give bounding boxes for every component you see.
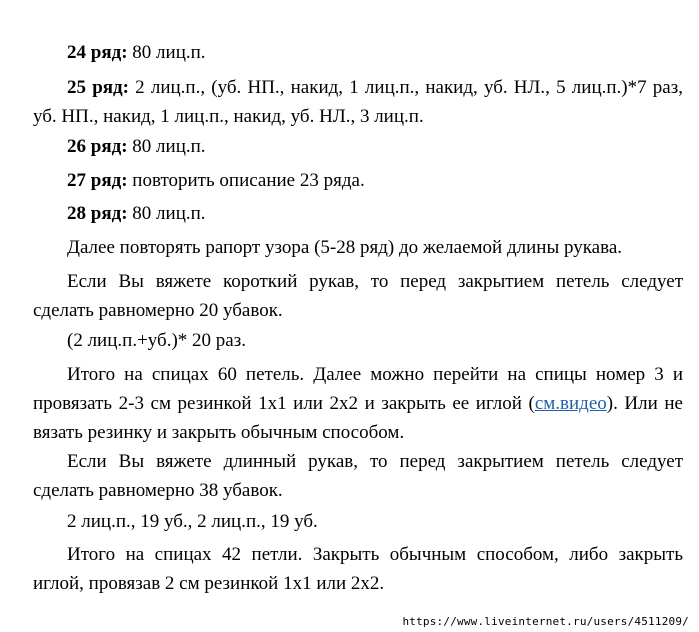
row-label: 27 ряд: [67,170,128,191]
total-60-text-after: ). Или не вязать резинку и закрыть обычным способом. [33,393,683,443]
row-label: 26 ряд: [67,136,128,157]
total-60-paragraph [33,360,683,447]
total-42-paragraph: Итого на спицах 42 петли. Закрыть обычным способом, либо закрыть иглой, провязав 2 см резинкой 1х1 или 2х2. [33,544,683,594]
row-24 [33,38,683,67]
short-sleeve-paragraph: Если Вы вяжете короткий рукав, то перед закрытием петель следует сделать равномерно 20 убавок. [33,271,683,321]
long-decrease-paragraph: 2 лиц.п., 19 уб., 2 лиц.п., 19 уб. [67,511,318,532]
row-26 [33,132,683,161]
row-27 [33,166,683,195]
row-label: 25 ряд: [67,77,129,98]
row-28 [33,199,683,228]
long-sleeve-paragraph: Если Вы вяжете длинный рукав, то перед закрытием петель следует сделать равномерно 38 убавок. [33,451,683,501]
row-25 [33,73,683,131]
video-link[interactable]: см.видео [534,393,607,414]
row-text: 80 лиц.п. [127,203,206,224]
row-label: 28 ряд: [67,203,128,224]
row-text: 80 лиц.п. [127,136,206,157]
row-text: 2 лиц.п., (уб. НП., накид, 1 лиц.п., накид, уб. НЛ., 5 лиц.п.)*7 раз, уб. НП., накид, 1 лиц.п., накид, уб. НЛ., 3 лиц.п. [33,77,683,127]
row-text: 80 лиц.п. [127,42,206,63]
source-url: https://www.liveinternet.ru/users/4511209/ [402,615,689,628]
total-60-text-before: Итого на спицах 60 петель. Далее можно перейти на спицы номер 3 и провязать 2-3 см резинкой 1х1 или 2х2 и закрыть ее иглой ( [33,364,683,414]
short-decrease-paragraph: (2 лиц.п.+уб.)* 20 раз. [67,330,246,351]
row-text: повторить описание 23 ряда. [127,170,365,191]
row-label: 24 ряд: [67,42,128,63]
repeat-paragraph: Далее повторять рапорт узора (5-28 ряд) до желаемой длины рукава. [67,237,622,258]
